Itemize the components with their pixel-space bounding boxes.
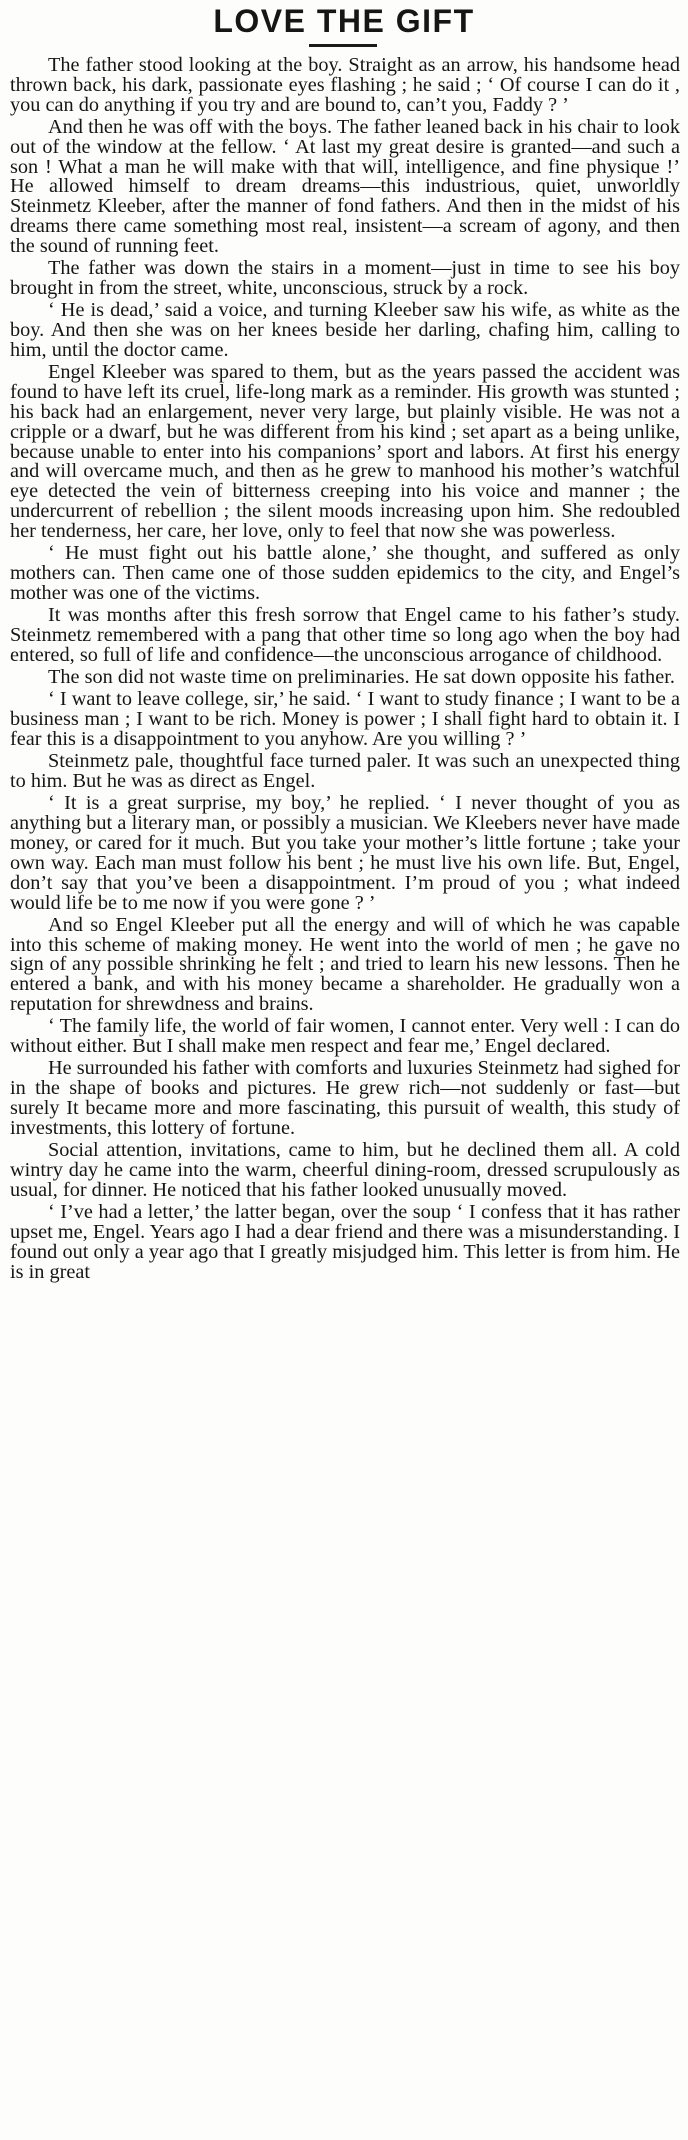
paragraph-7: It was months after this fresh sorrow that Engel came to his father’s study. Steinmetz remembered with a pang that other time so long ago when the boy had entered, so full of life and confidence—the unconscious arrogance of childhood. xyxy=(10,604,680,666)
paragraph-8: The son did not waste time on preliminaries. He sat down opposite his father. xyxy=(48,666,675,689)
paragraph-9: ‘ I want to leave college, sir,’ he said. ‘ I want to study finance ; I want to be a business man ; I want to be rich. Money is power ; I shall fight hard to obtain it. I fear this is a disappointment to you anyhow. Are you willing ? ’ xyxy=(10,688,680,750)
title-underline-rule xyxy=(309,44,377,47)
paragraph-5: Engel Kleeber was spared to them, but as the years passed the accident was found to have left its cruel, life-long mark as a reminder. His growth was stunted ; his back had an enlargement, never very large, but plainly visible. He was not a cripple or a dwarf, but he was different from his kind ; set apart as a being unlike, because unable to enter into his companions’ sport and labors. At first his energy and will overcame much, and then as he grew to manhood his mother’s watchful eye detected the vein of bitterness creeping into his voice and manner ; the undercurrent of rebellion ; the silent moods increasing upon him. She redoubled her tenderness, her care, her love, only to feel that now she was powerless. xyxy=(10,361,680,542)
paragraph-13: ‘ The family life, the world of fair women, I cannot enter. Very well : I can do without either. But I shall make men respect and fear me,’ Engel declared. xyxy=(10,1015,680,1058)
paragraph-4: ‘ He is dead,’ said a voice, and turning Kleeber saw his wife, as white as the boy. And then she was on her knees beside her darling, chafing him, calling to him, until the doctor came. xyxy=(10,299,680,361)
paragraph-3: The father was down the stairs in a moment—just in time to see his boy brought in from the street, white, unconscious, struck by a rock. xyxy=(10,257,680,300)
paragraph-12: And so Engel Kleeber put all the energy and will of which he was capable into this scheme of making money. He went into the world of men ; he gave no sign of any possible shrinking he felt ; and tried to learn his new lessons. Then he entered a bank, and with his money became a shareholder. He gradually won a reputation for shrewdness and brains. xyxy=(10,913,680,1016)
paragraph-10: Steinmetz pale, thoughtful face turned paler. It was such an unexpected thing to him. But he was as direct as Engel. xyxy=(10,750,680,793)
paragraph-6: ‘ He must fight out his battle alone,’ she thought, and suffered as only mothers can. Then came one of those sudden epidemics to the city, and Engel’s mother was one of the victims. xyxy=(10,542,680,604)
article-title: LOVE THE GIFT xyxy=(213,3,475,39)
paragraph-11: ‘ It is a great surprise, my boy,’ he replied. ‘ I never thought of you as anything but a literary man, or possibly a musician. We Kleebers never have made money, or cared for it much. But you take your mother’s little fortune ; take your own way. Each man must follow his bent ; he must live his own life. But, Engel, don’t say that you’ve been a disappointment. I’m proud of you ; what indeed would life be to me now if you were gone ? ’ xyxy=(10,792,680,914)
paragraph-16: ‘ I’ve had a letter,’ the latter began, over the soup ‘ I confess that it has rather upset me, Engel. Years ago I had a dear friend and there was a misunderstanding. I found out only a year ago that I greatly misjudged him. This letter is from him. He is in great xyxy=(10,1201,680,1283)
paragraph-2: And then he was off with the boys. The father leaned back in his chair to look out of the window at the fellow. ‘ At last my great desire is granted—and such a son ! What a man he will make with that will, intelligence, and fine physique !’ He allowed himself to dream dreams—this industrious, quiet, unworldly Steinmetz Kleeber, after the manner of fond fathers. And then in the midst of his dreams there came something most real, insistent—a scream of agony, and then the sound of running feet. xyxy=(10,115,680,257)
paragraph-1: The father stood looking at the boy. Straight as an arrow, his handsome head thrown back, his dark, passionate eyes flashing ; he said ; ‘ Of course I can do it , you can do anything if you try and are bound to, can’t you, Faddy ? ’ xyxy=(10,54,680,116)
paragraph-14: He surrounded his father with comforts and luxuries Steinmetz had sighed for in the shape of books and pictures. He grew rich—not suddenly or fast—but surely It became more and more fascinating, this pursuit of wealth, this study of investments, this lottery of fortune. xyxy=(10,1057,680,1139)
paragraph-15: Social attention, invitations, came to him, but he declined them all. A cold wintry day he came into the warm, cheerful dining-room, dressed scrupulously as usual, for dinner. He noticed that his father looked unusually moved. xyxy=(10,1139,680,1201)
article-body xyxy=(10,56,680,1285)
